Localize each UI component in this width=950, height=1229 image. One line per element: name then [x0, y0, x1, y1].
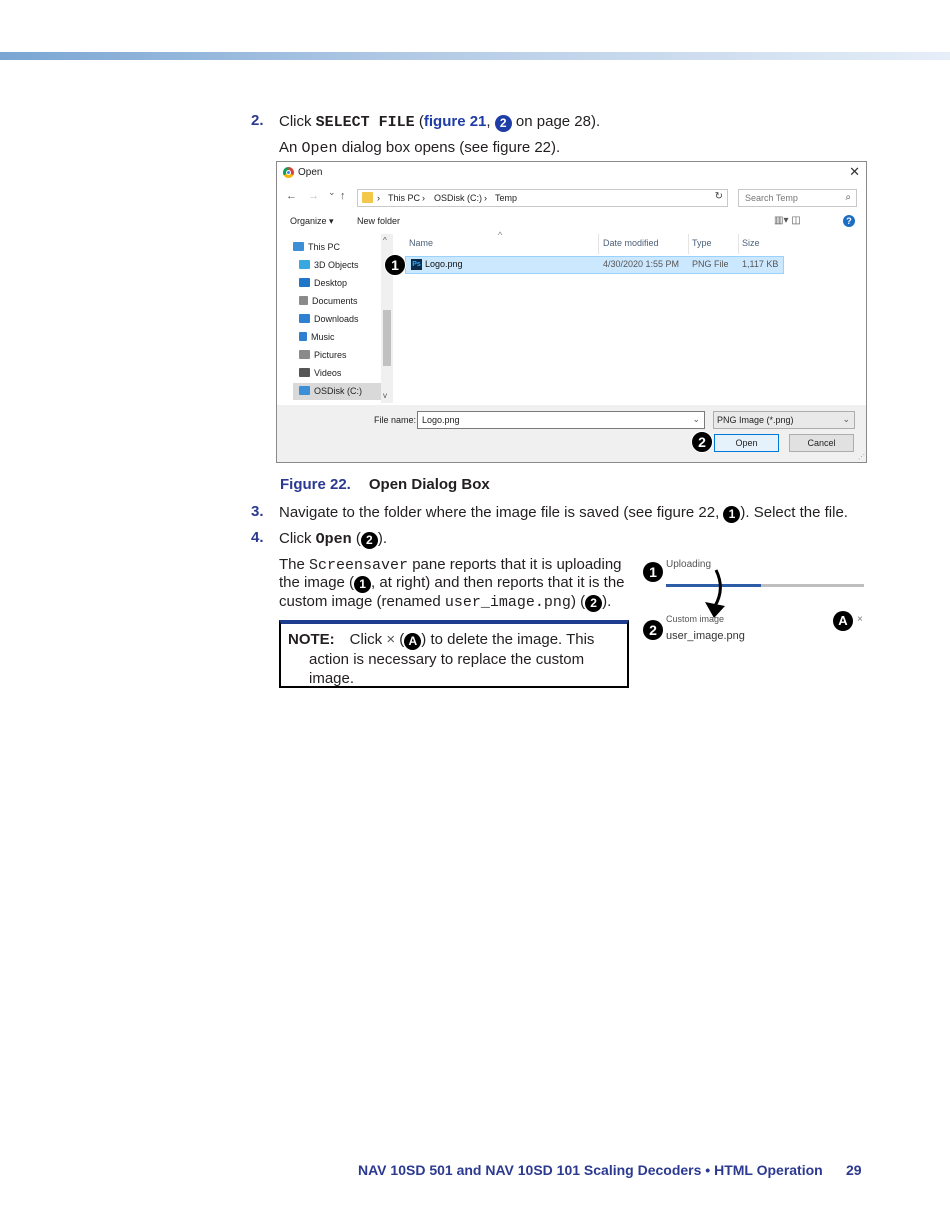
filename-input[interactable]: Logo.png ⌄: [417, 411, 705, 429]
step-number: 3.: [251, 503, 264, 520]
dialog-title: Open: [298, 167, 323, 178]
dialog-footer: [277, 405, 866, 462]
figure-caption: Figure 22. Open Dialog Box: [280, 476, 490, 493]
dialog-toolbar: [277, 212, 866, 232]
step-3-text: Navigate to the folder where the image file is saved (see figure 22, 1 ). Select the file.: [279, 504, 848, 521]
callout-badge: 1: [723, 506, 740, 523]
sidebar-item-pictures[interactable]: Pictures: [299, 347, 347, 364]
pc-icon: [293, 242, 304, 251]
sidebar-item-downloads[interactable]: Downloads: [299, 311, 359, 328]
file-size: 1,117 KB: [742, 259, 779, 269]
navigation-pane: [277, 234, 393, 403]
forward-arrow-icon[interactable]: →: [308, 190, 319, 202]
folder-icon: [362, 192, 373, 203]
resize-grip-icon[interactable]: ⋰: [858, 454, 865, 461]
back-arrow-icon[interactable]: ←: [286, 190, 297, 202]
filetype-select[interactable]: PNG Image (*.png) ⌄: [713, 411, 855, 429]
chevron-down-icon[interactable]: ⌄: [692, 414, 700, 424]
recent-chevron-icon[interactable]: ⌄: [328, 187, 336, 197]
curved-arrow-icon: [700, 568, 732, 620]
chevron-down-icon: ⌄: [842, 414, 850, 424]
callout-badge: A: [404, 633, 421, 650]
file-row-logo[interactable]: [405, 256, 784, 274]
drive-icon: [299, 386, 310, 395]
step-number: 2.: [251, 112, 264, 129]
description-line-3: custom image (renamed user_image.png) ( 2 ).: [279, 593, 612, 611]
sidebar-item-3d-objects[interactable]: 3D Objects: [299, 257, 359, 274]
delete-icon[interactable]: ×: [857, 614, 863, 625]
scroll-thumb[interactable]: [383, 310, 391, 366]
callout-badge: 2: [495, 115, 512, 132]
callout-1: 1: [643, 562, 663, 582]
breadcrumb-osdisk[interactable]: OSDisk (C:): [434, 193, 482, 203]
step-4-text: Click Open ( 2 ).: [279, 530, 388, 548]
upload-progress-bar: [666, 584, 864, 587]
custom-image-label: Custom image: [666, 614, 725, 624]
callout-badge: 2: [585, 595, 602, 612]
sidebar-item-desktop[interactable]: Desktop: [299, 275, 347, 292]
refresh-icon[interactable]: ↻: [714, 191, 723, 202]
pictures-icon: [299, 350, 310, 359]
callout-1: 1: [384, 254, 406, 276]
figure-21-link[interactable]: figure 21: [423, 113, 487, 130]
cube-icon: [299, 260, 310, 269]
callout-badge: 1: [354, 576, 371, 593]
help-icon[interactable]: ?: [843, 215, 855, 227]
sidebar-item-videos[interactable]: Videos: [299, 365, 341, 382]
step-2-text: Click SELECT FILE (figure 21, 2 on page 28).: [279, 113, 601, 131]
dialog-titlebar: [277, 162, 866, 184]
description-line-2: the image ( 1 , at right) and then reports that it is the: [279, 574, 625, 591]
open-button[interactable]: Open: [714, 434, 779, 452]
note-box: NOTE: Click × ( A ) to delete the image. This action is necessary to replace the custom image.: [279, 620, 629, 688]
scroll-down-icon[interactable]: v: [383, 391, 387, 400]
desktop-icon: [299, 278, 310, 287]
close-icon[interactable]: ✕: [849, 164, 860, 179]
documents-icon: [299, 296, 308, 305]
file-list: [395, 230, 865, 403]
music-icon: [299, 332, 307, 341]
column-date-modified[interactable]: Date modified: [603, 238, 659, 248]
description-line-1: The Screensaver pane reports that it is uploading: [279, 556, 622, 574]
sidebar-item-documents[interactable]: Documents: [299, 293, 358, 310]
step-2-subtext: An Open dialog box opens (see figure 22).: [279, 139, 561, 157]
sort-arrow-icon: ^: [498, 230, 503, 240]
videos-icon: [299, 368, 310, 377]
file-name: Logo.png: [425, 259, 463, 269]
note-label: NOTE:: [288, 631, 335, 648]
page-number: 29: [846, 1162, 862, 1178]
organize-button[interactable]: Organize ▾: [290, 216, 334, 226]
close-icon: ×: [386, 631, 396, 648]
download-icon: [299, 314, 310, 323]
chrome-icon: [283, 167, 294, 178]
scroll-up-icon[interactable]: ^: [383, 236, 387, 245]
footer-title: NAV 10SD 501 and NAV 10SD 101 Scaling Decoders • HTML Operation: [358, 1162, 823, 1178]
column-type[interactable]: Type: [692, 238, 712, 248]
callout-2: 2: [643, 620, 663, 640]
search-input[interactable]: Search Temp ⌕: [738, 189, 857, 207]
custom-image-filename: user_image.png: [666, 630, 745, 642]
breadcrumb-temp[interactable]: Temp: [495, 193, 518, 203]
photoshop-file-icon: Ps: [412, 261, 421, 268]
uploading-label: Uploading: [666, 559, 712, 570]
file-type: PNG File: [692, 259, 729, 269]
header-bar: [0, 52, 950, 60]
up-arrow-icon[interactable]: ↑: [340, 190, 346, 202]
breadcrumb-this-pc[interactable]: This PC: [388, 193, 421, 203]
file-date: 4/30/2020 1:55 PM: [603, 259, 680, 269]
callout-badge: 2: [361, 532, 378, 549]
search-icon: ⌕: [845, 192, 851, 203]
column-size[interactable]: Size: [742, 238, 760, 248]
filename-label: File name:: [374, 415, 417, 425]
new-folder-button[interactable]: New folder: [357, 216, 401, 226]
address-bar[interactable]: › This PC › OSDisk (C:) › Temp ↻: [357, 189, 728, 207]
callout-2: 2: [691, 431, 713, 453]
view-options-icon[interactable]: ▥▾ ◫: [774, 215, 801, 226]
step-number: 4.: [251, 529, 264, 546]
sidebar-item-music[interactable]: Music: [299, 329, 335, 346]
address-row: [277, 186, 866, 210]
open-dialog: [276, 161, 867, 463]
column-name[interactable]: Name: [409, 238, 434, 248]
callout-a: A: [833, 611, 853, 631]
sidebar-item-this-pc[interactable]: This PC: [293, 239, 340, 256]
cancel-button[interactable]: Cancel: [789, 434, 854, 452]
sidebar-item-osdisk[interactable]: OSDisk (C:): [293, 383, 385, 400]
